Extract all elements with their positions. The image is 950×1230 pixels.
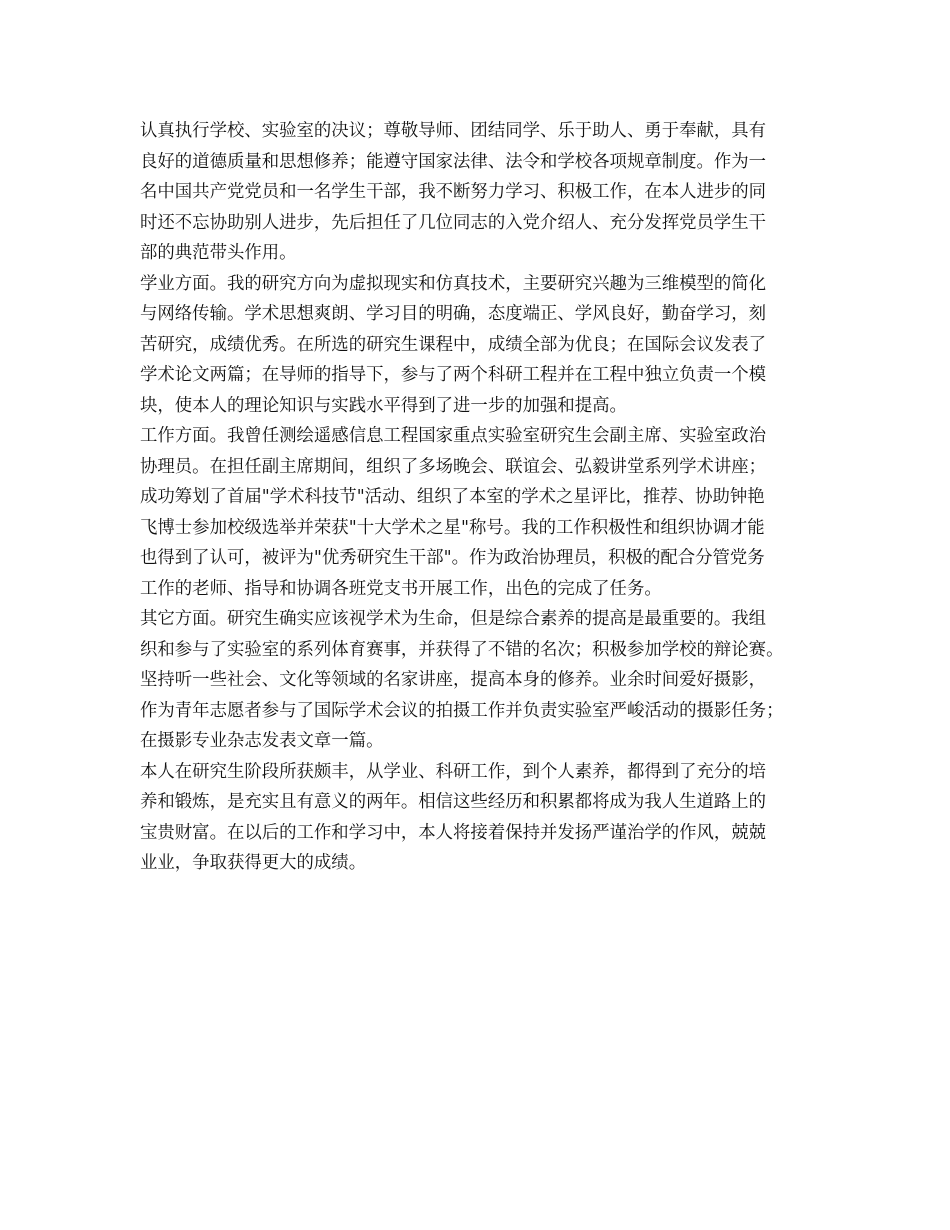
text-line: 学业方面。我的研究方向为虚拟现实和仿真技术，主要研究兴趣为三维模型的简化 (140, 273, 767, 294)
text-line: 养和锻炼，是充实且有意义的两年。相信这些经历和积累都将成为我人生道路上的 (140, 792, 767, 812)
text-line: 块，使本人的理论知识与实践水平得到了进一步的加强和提高。 (140, 395, 627, 416)
text-line: 宝贵财富。在以后的工作和学习中，本人将接着保持并发扬严谨治学的作风，兢兢 (140, 822, 767, 843)
text-line: 本人在研究生阶段所获颇丰，从学业、科研工作，到个人素养，都得到了充分的培 (140, 761, 767, 782)
text-line: 工作方面。我曾任测绘遥感信息工程国家重点实验室研究生会副主席、实验室政治 (140, 426, 767, 446)
text-line: 部的典范带头作用。 (140, 243, 297, 263)
text-line: 业业，争取获得更大的成绩。 (140, 853, 367, 873)
text-line: 苦研究，成绩优秀。在所选的研究生课程中，成绩全部为优良；在国际会议发表了 (140, 334, 767, 355)
text-line: 良好的道德质量和思想修养；能遵守国家法律、法令和学校各项规章制度。作为一 (140, 151, 767, 172)
text-line: 与网络传输。学术思想爽朗、学习目的明确，态度端正、学风良好，勤奋学习，刻 (140, 304, 767, 324)
text-line: 织和参与了实验室的系列体育赛事，并获得了不错的名次；积极参加学校的辩论赛。 (140, 639, 784, 660)
document-body (140, 116, 810, 879)
text-line: 认真执行学校、实验室的决议；尊敬导师、团结同学、乐于助人、勇于奉献，具有 (140, 121, 767, 141)
text-line: 协理员。在担任副主席期间，组织了多场晚会、联谊会、弘毅讲堂系列学术讲座； (140, 456, 767, 477)
text-line: 成功筹划了首届"学术科技节"活动、组织了本室的学术之星评比，推荐、协助钟艳 (140, 487, 765, 507)
text-line: 作为青年志愿者参与了国际学术会议的拍摄工作并负责实验室严峻活动的摄影任务； (140, 700, 784, 721)
text-line: 工作的老师、指导和协调各班党支书开展工作，出色的完成了任务。 (140, 578, 662, 599)
text-line: 时还不忘协助别人进步，先后担任了几位同志的入党介绍人、充分发挥党员学生干 (140, 212, 767, 233)
text-line: 在摄影专业杂志发表文章一篇。 (140, 731, 384, 751)
text-line: 其它方面。研究生确实应该视学术为生命，但是综合素养的提高是最重要的。我组 (140, 609, 767, 629)
text-line: 名中国共产党党员和一名学生干部，我不断努力学习、积极工作，在本人进步的同 (140, 182, 767, 202)
text-line: 飞博士参加校级选举并荣获"十大学术之星"称号。我的工作积极性和组织协调才能 (140, 517, 765, 538)
text-line: 坚持听一些社会、文化等领域的名家讲座，提高本身的修养。业余时间爱好摄影， (140, 670, 767, 690)
text-line: 学术论文两篇；在导师的指导下，参与了两个科研工程并在工程中独立负责一个模 (140, 365, 767, 385)
text-line: 也得到了认可，被评为"优秀研究生干部"。作为政治协理员，积极的配合分管党务 (140, 548, 765, 568)
